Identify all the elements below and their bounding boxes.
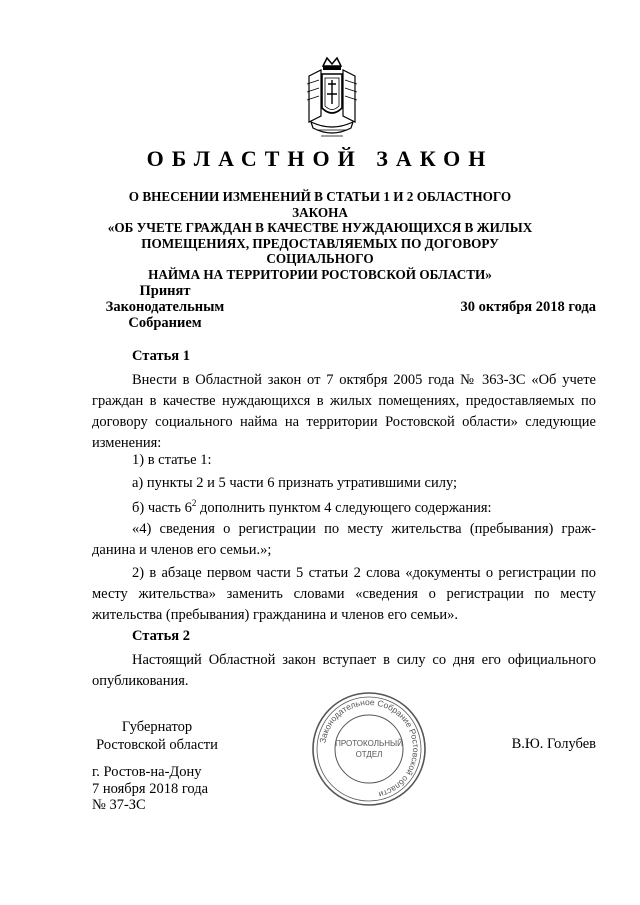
law-title-line: ПОМЕЩЕНИЯХ, ПРЕДОСТАВЛЯЕМЫХ ПО ДОГОВОРУ СОЦИАЛЬНОГО bbox=[141, 235, 499, 266]
law-title-line: НАЙМА НА ТЕРРИТОРИИ РОСТОВСКОЙ ОБЛАСТИ» bbox=[148, 266, 492, 282]
article-2-text bbox=[92, 650, 596, 692]
article-1-item-1b bbox=[132, 498, 492, 517]
item-1b-superscript: 2 bbox=[191, 498, 197, 508]
stamp-center-line2: ОТДЕЛ bbox=[355, 750, 383, 759]
place-date-number bbox=[92, 764, 208, 814]
governor-name: В.Ю. Голубев bbox=[511, 736, 596, 752]
article-1-item-1: 1) в статье 1: bbox=[132, 452, 212, 468]
article-1-heading: Статья 1 bbox=[132, 348, 190, 364]
signing-date: 7 ноября 2018 года bbox=[92, 780, 209, 797]
governor-title-line: Губернатор bbox=[121, 719, 193, 735]
governor-region-line: Ростовской области bbox=[96, 737, 218, 753]
stamp-center-line1: ПРОТОКОЛЬНЫЙ bbox=[335, 739, 403, 748]
item-2-text: 2) в абзаце первом части 5 статьи 2 слова «документы о регистрации по месту жительства» заменить словами «сведения о регистрации по месту жительства (пребывания) гражданина и членов его семьи». bbox=[92, 565, 596, 623]
item-1b-quote-text: «4) сведения о регистрации по месту жительства (пребывания) граж-данина и членов его семьи.»; bbox=[92, 521, 596, 558]
governor-title bbox=[90, 718, 224, 754]
official-stamp bbox=[310, 690, 428, 808]
article-1-intro-text: Внести в Областной закон от 7 октября 2005 года № 363-ЗС «Об учете граждан в качестве нуждающихся в жилых помещениях, предоставляемых по договору социального найма на территории Ростовской области» следующие изменения: bbox=[92, 372, 596, 451]
article-2-heading: Статья 2 bbox=[132, 628, 190, 644]
item-1b-post: дополнить пунктом 4 следующего содержания: bbox=[196, 499, 492, 516]
law-title bbox=[100, 189, 540, 282]
stamp-ring-text: Законодательное Собрание Ростовской области bbox=[317, 696, 422, 800]
place-city: г. Ростов-на-Дону bbox=[92, 764, 202, 780]
item-1b-pre: б) часть 6 bbox=[132, 499, 192, 516]
article-1-item-1a: а) пункты 2 и 5 части 6 признать утратившими силу; bbox=[132, 475, 458, 491]
adopted-label: Принят bbox=[139, 283, 191, 299]
adoption-date: 30 октября 2018 года bbox=[460, 299, 596, 315]
law-title-line: О ВНЕСЕНИИ ИЗМЕНЕНИЙ В СТАТЬИ 1 И 2 ОБЛАСТНОГО ЗАКОНА bbox=[128, 189, 512, 220]
article-1-intro bbox=[92, 370, 596, 454]
article-1-item-2 bbox=[92, 563, 596, 626]
law-type-heading: ОБЛАСТНОЙ ЗАКОН bbox=[146, 146, 494, 171]
law-title-line: «ОБ УЧЕТЕ ГРАЖДАН В КАЧЕСТВЕ НУЖДАЮЩИХСЯ В ЖИЛЫХ bbox=[107, 220, 533, 235]
adoption-block bbox=[90, 283, 240, 331]
article-2-body: Настоящий Областной закон вступает в силу со дня его официального опубликования. bbox=[92, 652, 596, 689]
coat-of-arms-emblem bbox=[303, 56, 361, 142]
law-number: № 37-ЗС bbox=[92, 797, 146, 813]
article-1-item-1b-quote bbox=[92, 519, 596, 561]
adopting-body: Законодательным Собранием bbox=[105, 299, 225, 331]
